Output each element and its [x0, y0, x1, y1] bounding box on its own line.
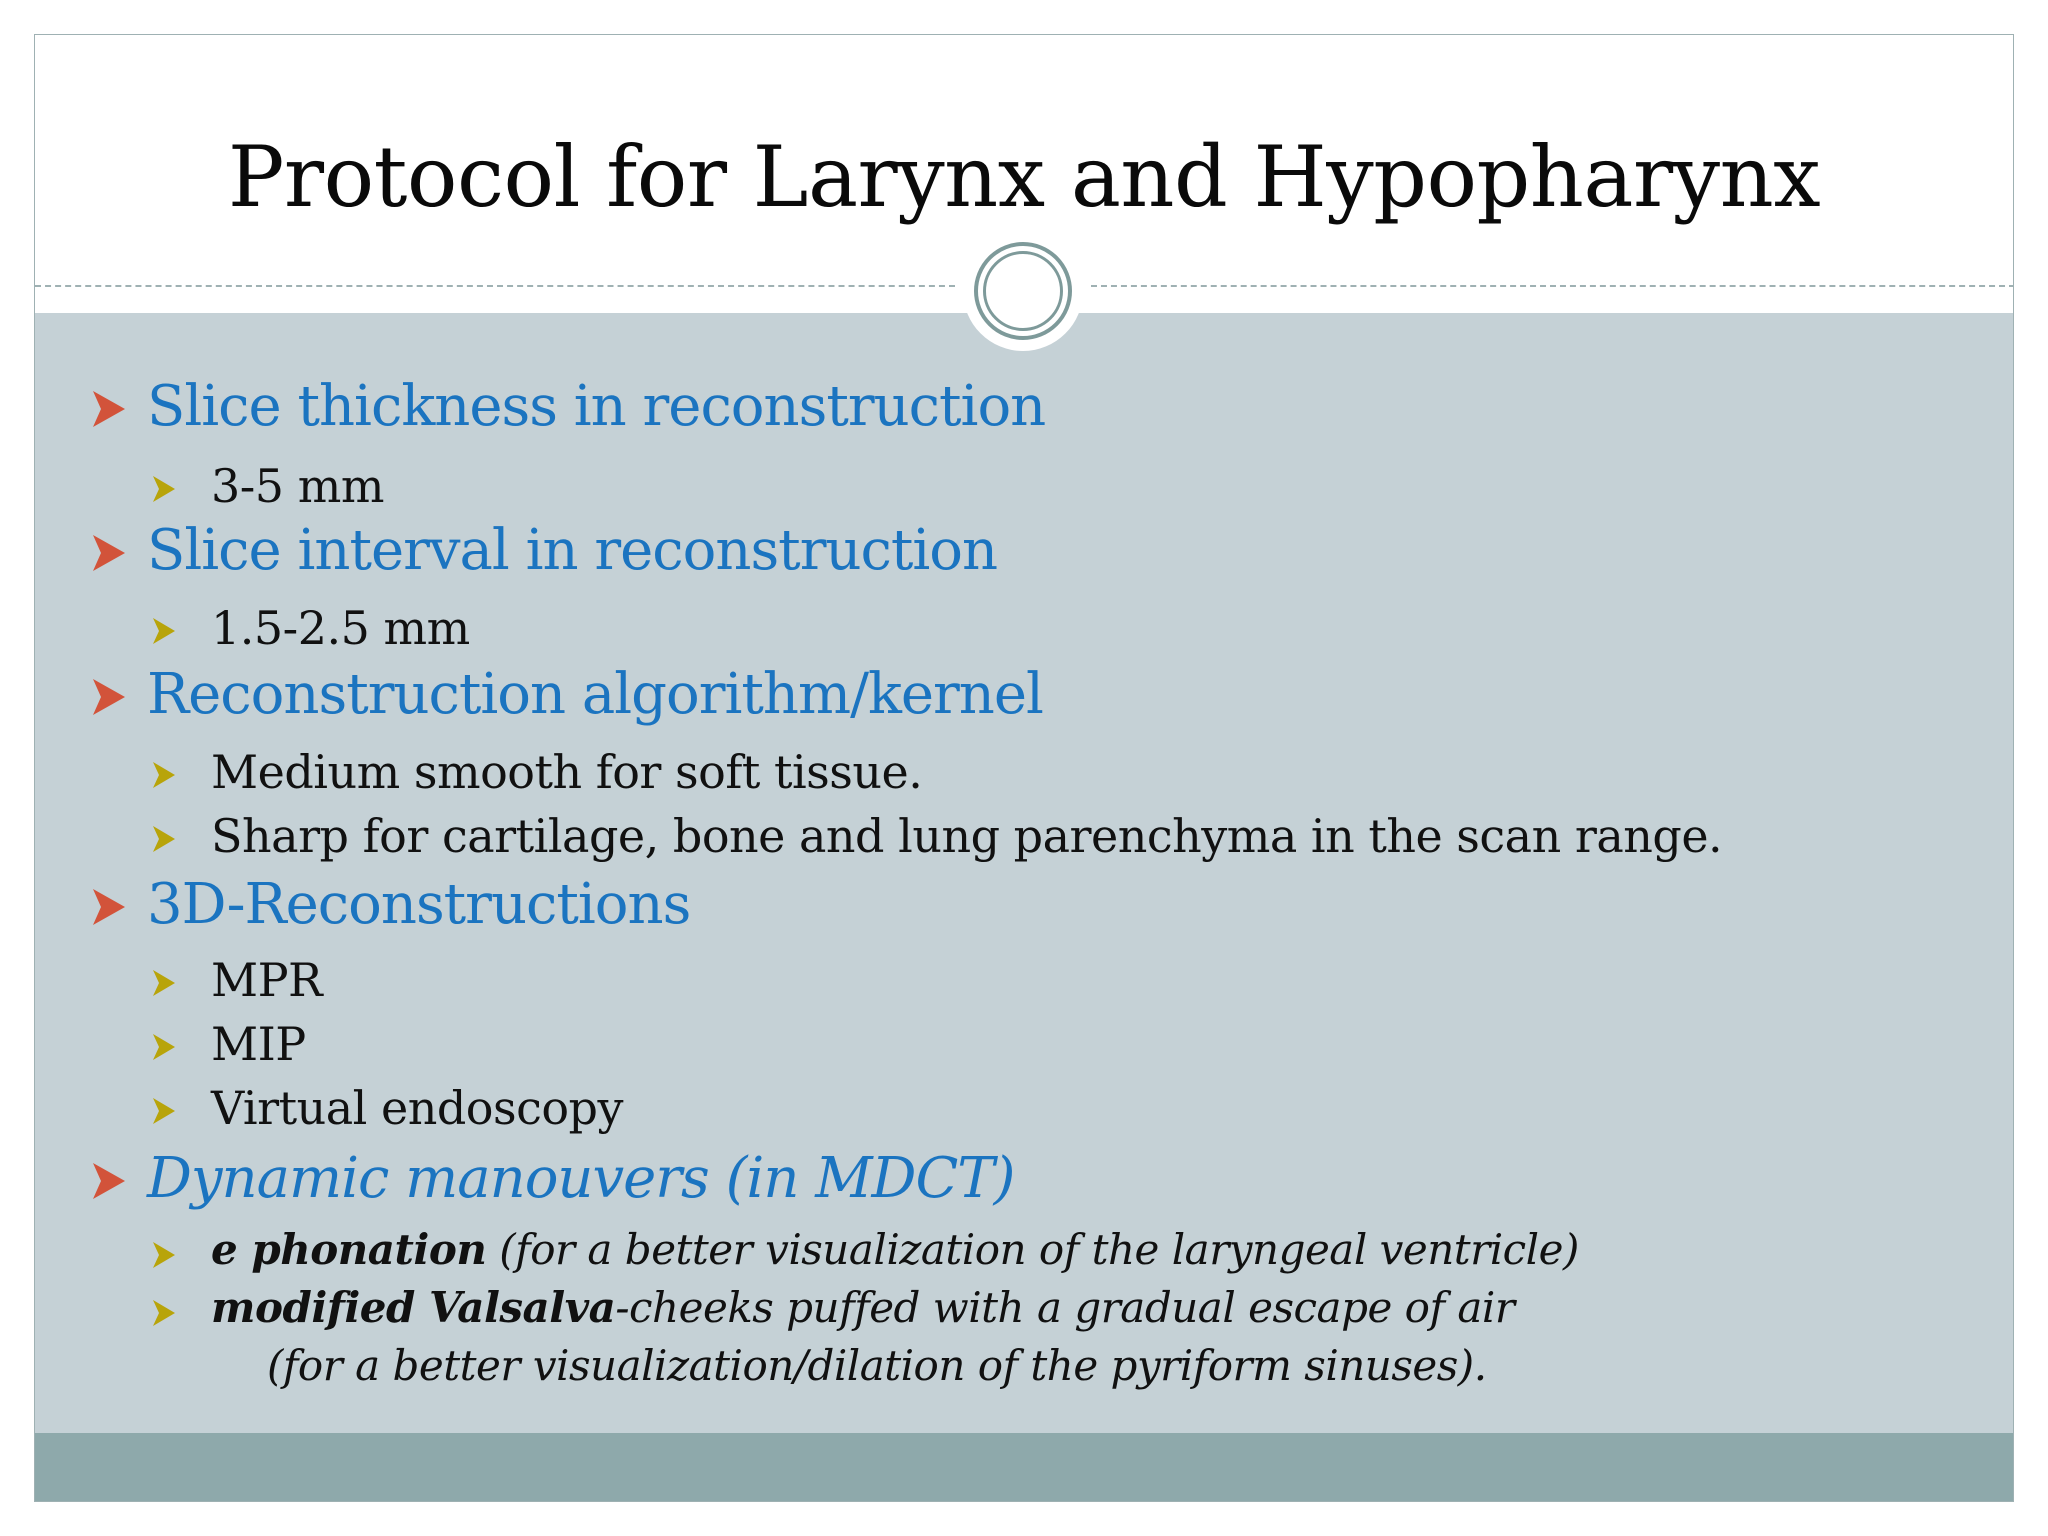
sub-bullet-text: Medium smooth for soft tissue. — [211, 745, 923, 799]
circle-ornament-icon — [963, 231, 1083, 351]
sub-bullet — [211, 459, 384, 513]
sub-bullet — [211, 1283, 1515, 1332]
sub-bullet-text: Sharp for cartilage, bone and lung parenchyma in the scan range. — [211, 809, 1723, 863]
sub-bullet-text: 1.5-2.5 mm — [211, 601, 470, 655]
arrowhead-bullet-icon — [91, 675, 127, 719]
arrowhead-bullet-icon — [91, 387, 127, 431]
sub-bullet-continuation: (for a better visualization/dilation of the pyriform sinuses). — [267, 1341, 1487, 1390]
bullet-heading: Slice interval in reconstruction — [147, 518, 998, 583]
sub-bullet-text: MIP — [211, 1017, 306, 1071]
sub-bullet — [211, 809, 1723, 863]
arrowhead-bullet-icon — [91, 885, 127, 929]
sub-bullet — [211, 1225, 1579, 1274]
bullet-heading: Slice thickness in reconstruction — [147, 374, 1046, 439]
sub-bullet-emphasis: e phonation — [211, 1225, 487, 1274]
bullet-dynamic-manouvers — [147, 1146, 1015, 1211]
divider-line-left — [35, 285, 955, 287]
sub-bullet-text: 3-5 mm — [211, 459, 384, 513]
slide — [34, 34, 2014, 1502]
arrowhead-sub-bullet-icon — [151, 967, 177, 999]
arrowhead-bullet-icon — [91, 531, 127, 575]
sub-bullet-text: (for a better visualization of the laryngeal ventricle) — [486, 1225, 1579, 1274]
bullet-heading: Reconstruction algorithm/kernel — [147, 662, 1043, 727]
bullet-3d-reconstructions — [147, 872, 691, 937]
bullet-slice-thickness — [147, 374, 1046, 439]
sub-bullet — [211, 601, 470, 655]
bullet-reconstruction-algorithm — [147, 662, 1043, 727]
bullet-slice-interval — [147, 518, 998, 583]
arrowhead-sub-bullet-icon — [151, 473, 177, 505]
arrowhead-sub-bullet-icon — [151, 1239, 177, 1271]
bullet-heading: 3D-Reconstructions — [147, 872, 691, 937]
slide-title: Protocol for Larynx and Hypopharynx — [227, 128, 1821, 226]
arrowhead-sub-bullet-icon — [151, 823, 177, 855]
divider-line-right — [1091, 285, 2014, 287]
arrowhead-sub-bullet-icon — [151, 759, 177, 791]
arrowhead-sub-bullet-icon — [151, 1031, 177, 1063]
circle-ornament-inner-ring — [983, 251, 1063, 331]
arrowhead-sub-bullet-icon — [151, 1095, 177, 1127]
bullet-heading: Dynamic manouvers (in MDCT) — [147, 1146, 1015, 1211]
sub-bullet-text: MPR — [211, 953, 323, 1007]
arrowhead-bullet-icon — [91, 1159, 127, 1203]
sub-bullet-emphasis: modified Valsalva — [211, 1283, 616, 1332]
sub-bullet — [211, 1017, 306, 1071]
sub-bullet — [211, 1081, 623, 1135]
arrowhead-sub-bullet-icon — [151, 1297, 177, 1329]
sub-bullet-text: -cheeks puffed with a gradual escape of air — [615, 1283, 1515, 1332]
footer-band — [35, 1433, 2013, 1502]
sub-bullet — [211, 953, 323, 1007]
sub-bullet — [211, 745, 923, 799]
arrowhead-sub-bullet-icon — [151, 615, 177, 647]
sub-bullet-text: Virtual endoscopy — [211, 1081, 623, 1135]
